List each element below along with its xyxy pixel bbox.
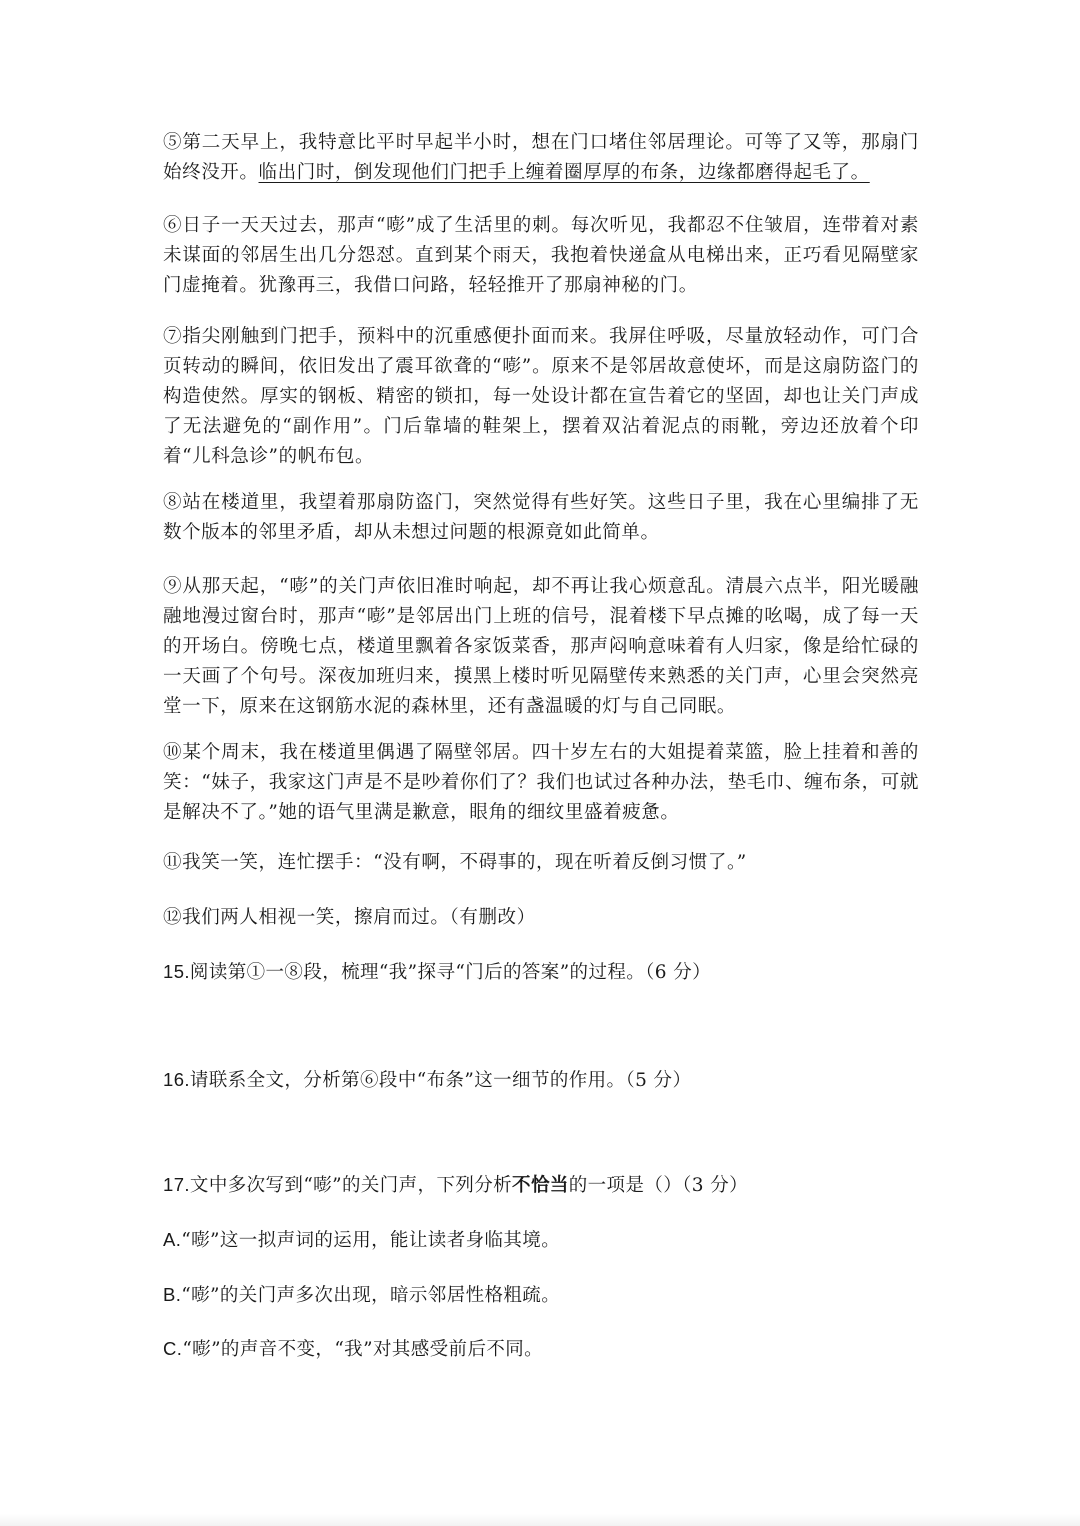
- paragraph-8: [163, 488, 919, 548]
- paragraph-8-text: ⑧站在楼道里，我望着那扇防盗门，突然觉得有些好笑。这些日子里，我在心里编排了无数个版本的邻里矛盾，却从未想过问题的根源竟如此简单。: [163, 492, 919, 543]
- question-17: [163, 1170, 923, 1201]
- question-17-emphasis: 不恰当: [512, 1175, 569, 1196]
- paragraph-5-underlined-sentence: 临出门时，倒发现他们门把手上缠着圈厚厚的布条，边缘都磨得起毛了。: [258, 162, 870, 183]
- paragraph-7: [163, 322, 919, 472]
- paragraph-5: [163, 128, 919, 188]
- option-c-text: “嘭”的声音不变，“我”对其感受前后不同。: [182, 1339, 544, 1360]
- question-17-number: 17.: [163, 1174, 190, 1195]
- question-16: [163, 1065, 923, 1096]
- paragraph-10: [163, 738, 919, 828]
- paragraph-12: [163, 903, 919, 933]
- question-17-option-b: [163, 1280, 923, 1311]
- paragraph-6-text: ⑥日子一天天过去，那声“嘭”成了生活里的刺。每次听见，我都忍不住皱眉，连带着对素未谋面的邻居生出几分怨怼。直到某个雨天，我抱着快递盒从电梯出来，正巧看见隔壁家门虚掩着。犹豫再三，我借口问路，轻轻推开了那扇神秘的门。: [163, 215, 919, 296]
- question-16-number: 16.: [163, 1069, 190, 1090]
- option-a-letter: A.: [163, 1229, 182, 1250]
- paragraph-11: [163, 848, 919, 878]
- option-a-text: “嘭”这一拟声词的运用，能让读者身临其境。: [181, 1230, 561, 1251]
- question-17-text-end: 的一项是（）（3 分）: [568, 1175, 749, 1196]
- paragraph-7-text: ⑦指尖刚触到门把手，预料中的沉重感便扑面而来。我屏住呼吸，尽量放轻动作，可门合页转动的瞬间，依旧发出了震耳欲聋的“嘭”。原来不是邻居故意使坏，而是这扇防盗门的构造使然。厚实的钢板、精密的锁扣，每一处设计都在宣告着它的坚固，却也让关门声成了无法避免的“副作用”。门后靠墙的鞋架上，摆着双沾着泥点的雨靴，旁边还放着个印着“儿科急诊”的帆布包。: [163, 326, 919, 467]
- paragraph-5-text: ⑤第二天早上，我特意比平时早起半小时，想在门口堵住邻居理论。可等了又等，那扇门始终没开。: [163, 132, 919, 183]
- question-16-text: 请联系全文，分析第⑥段中“布条”这一细节的作用。（5 分）: [189, 1070, 692, 1091]
- question-17-option-c: [163, 1334, 923, 1365]
- paragraph-9: [163, 572, 919, 722]
- option-b-letter: B.: [163, 1284, 182, 1305]
- paragraph-6: [163, 211, 919, 301]
- page-bottom-edge: [0, 1514, 1080, 1526]
- question-15-number: 15.: [163, 961, 190, 982]
- paragraph-10-text: ⑩某个周末，我在楼道里偶遇了隔壁邻居。四十岁左右的大姐提着菜篮，脸上挂着和善的笑：“妹子，我家这门声是不是吵着你们了？我们也试过各种办法，垫毛巾、缠布条，可就是解决不了。”她的语气里满是歉意，眼角的细纹里盛着疲惫。: [163, 742, 919, 823]
- paragraph-11-text: ⑪我笑一笑，连忙摆手：“没有啊，不碍事的，现在听着反倒习惯了。”: [163, 852, 747, 873]
- question-15: [163, 957, 923, 988]
- question-17-option-a: [163, 1225, 923, 1256]
- paragraph-12-text: ⑫我们两人相视一笑，擦肩而过。（有删改）: [163, 907, 536, 928]
- paragraph-9-text: ⑨从那天起，“嘭”的关门声依旧准时响起，却不再让我心烦意乱。清晨六点半，阳光暖融融地漫过窗台时，那声“嘭”是邻居出门上班的信号，混着楼下早点摊的吆喝，成了每一天的开场白。傍晚七点，楼道里飘着各家饭菜香，那声闷响意味着有人归家，像是给忙碌的一天画了个句号。深夜加班归来，摸黑上楼时听见隔壁传来熟悉的关门声，心里会突然亮堂一下，原来在这钢筋水泥的森林里，还有盏温暖的灯与自己同眠。: [163, 576, 919, 717]
- question-17-text-start: 文中多次写到“嘭”的关门声，下列分析: [189, 1175, 513, 1196]
- option-b-text: “嘭”的关门声多次出现，暗示邻居性格粗疏。: [181, 1285, 561, 1306]
- option-c-letter: C.: [163, 1338, 183, 1359]
- question-15-text: 阅读第①一⑧段，梳理“我”探寻“门后的答案”的过程。（6 分）: [189, 962, 712, 983]
